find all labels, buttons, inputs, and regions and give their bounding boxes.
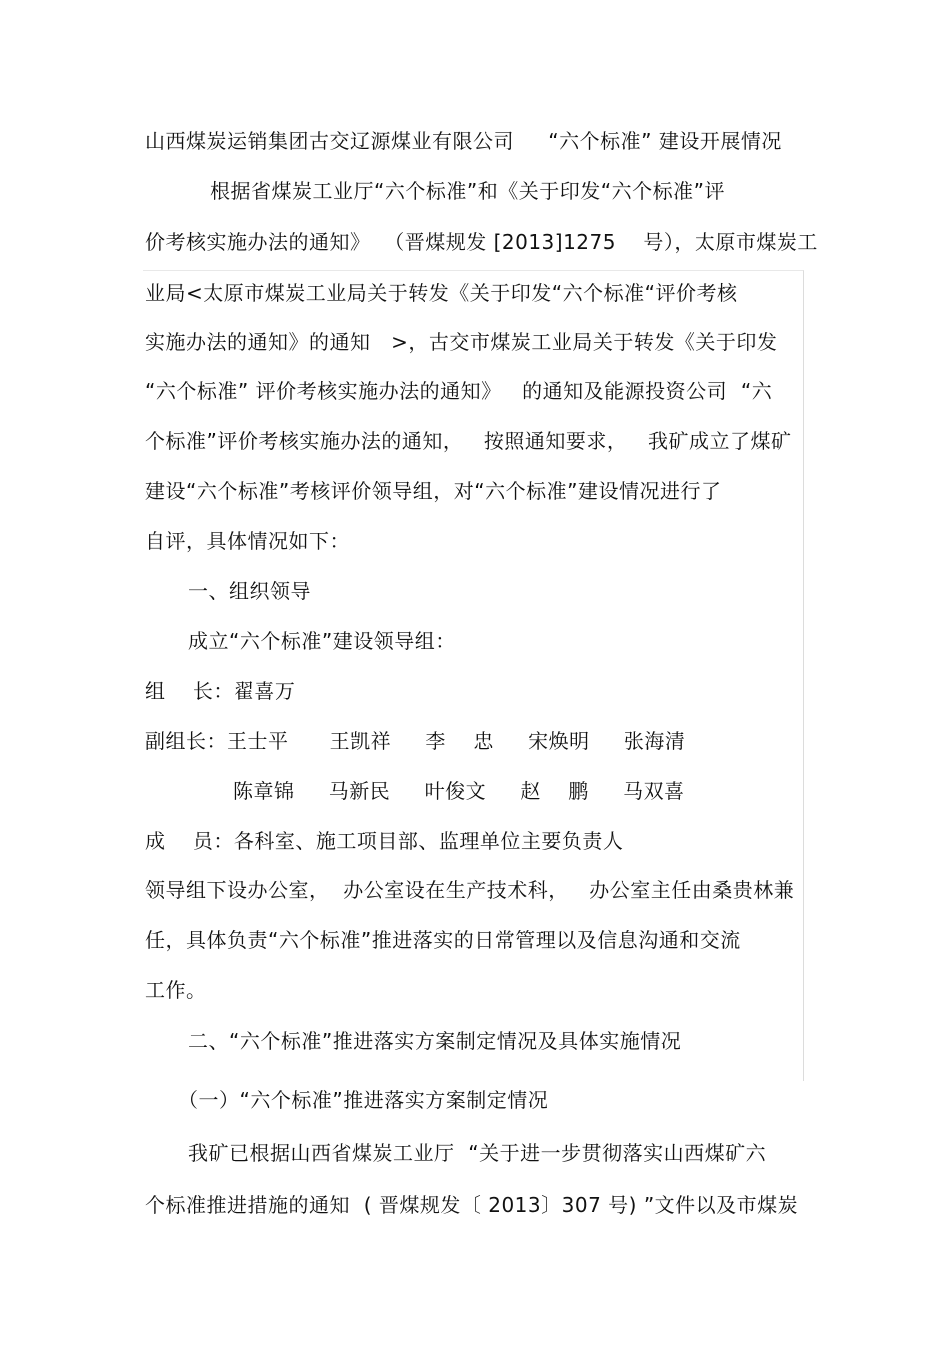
paragraph-line: 建设“六个标准”考核评价领导组，对“六个标准”建设情况进行了 bbox=[145, 479, 722, 503]
document-title: 山西煤炭运销集团古交辽源煤业有限公司 “六个标准” 建设开展情况 bbox=[145, 129, 782, 153]
paragraph-line: 价考核实施办法的通知》 （晋煤规发 [2013]1275 号），太原市煤炭工 bbox=[145, 230, 818, 254]
paragraph-line: 成立“六个标准”建设领导组： bbox=[188, 629, 456, 653]
paragraph-line: 业局<太原市煤炭工业局关于转发《关于印发“六个标准“评价考核 bbox=[145, 281, 738, 305]
member-line-deputy: 副组长：王士平 王凯祥 李 忠 宋焕明 张海清 bbox=[145, 729, 686, 753]
member-line-deputy-continued: 陈章锦 马新民 叶俊文 赵 鹏 马双喜 bbox=[233, 779, 685, 803]
paragraph-line: 自评，具体情况如下： bbox=[145, 529, 350, 553]
paragraph-line: 个标准”评价考核实施办法的通知， 按照通知要求， 我矿成立了煤矿 bbox=[145, 429, 792, 453]
paragraph-line: 根据省煤炭工业厅“六个标准”和《关于印发“六个标准”评 bbox=[210, 179, 725, 203]
paragraph-line: 实施办法的通知》的通知 >，古交市煤炭工业局关于转发《关于印发 bbox=[145, 330, 778, 354]
paragraph-line: 领导组下设办公室， 办公室设在生产技术科， 办公室主任由桑贵林兼 bbox=[145, 878, 795, 902]
member-line-members: 成 员：各科室、施工项目部、监理单位主要负责人 bbox=[145, 829, 624, 853]
section-heading: 一、组织领导 bbox=[188, 579, 311, 603]
paragraph-line: 任，具体负责“六个标准”推进落实的日常管理以及信息沟通和交流 bbox=[145, 928, 741, 952]
member-line-leader: 组 长：翟喜万 bbox=[145, 679, 296, 703]
paragraph-line: 个标准推进措施的通知 ( 晋煤规发〔 2013〕307 号) ”文件以及市煤炭 bbox=[145, 1193, 799, 1217]
section-heading: 二、“六个标准”推进落实方案制定情况及具体实施情况 bbox=[188, 1029, 682, 1053]
subsection-heading: （一）“六个标准”推进落实方案制定情况 bbox=[178, 1088, 549, 1112]
paragraph-line: 我矿已根据山西省煤炭工业厅 “关于进一步贯彻落实山西煤矿六 bbox=[188, 1141, 767, 1165]
paragraph-line: 工作。 bbox=[145, 978, 207, 1002]
paragraph-line: “六个标准” 评价考核实施办法的通知》 的通知及能源投资公司 “六 bbox=[145, 379, 773, 403]
